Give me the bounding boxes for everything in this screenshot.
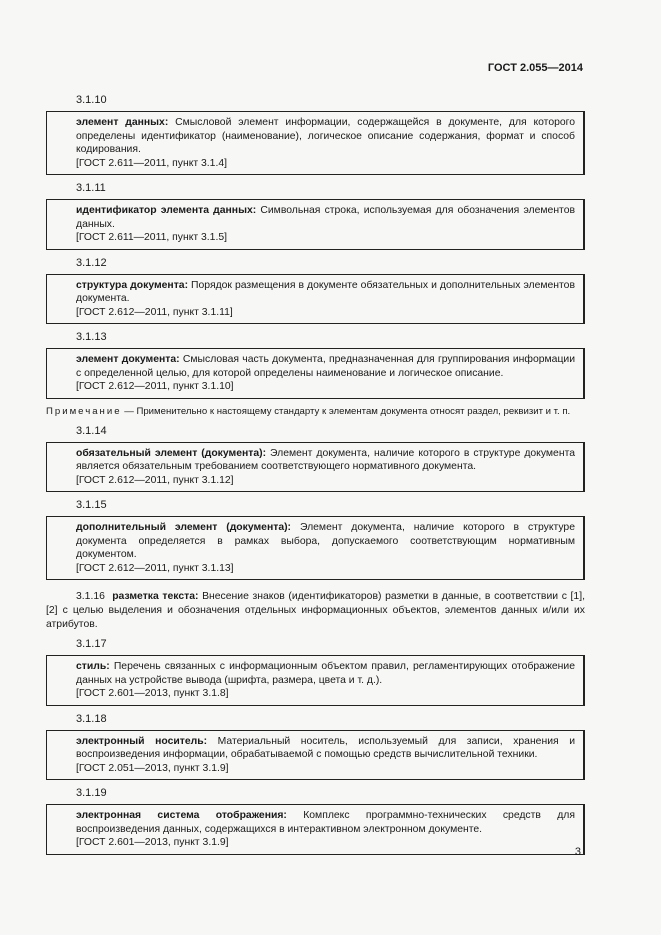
definition-text: Внесение знаков (идентификаторов) разметки в данные, в соответствии с [1], [2] с целью выделения и обозначения отдельных информационных объектов, элементов данных и/или их атрибутов. [46, 591, 585, 631]
definition-text: Перечень связанных с информационным объектом правил, регламентирующих отображение данных на устройстве вывода (шрифта, размера, цвета и т. д.). [76, 661, 575, 686]
entry-number: 3.1.19 [76, 787, 107, 800]
term: элемент документа: [76, 354, 180, 365]
entry-number: 3.1.18 [76, 712, 107, 725]
reference: [ГОСТ 2.601—2013, пункт 3.1.8] [76, 688, 229, 700]
note-text: — Применительно к настоящему стандарту к элементам документа относят раздел, реквизит и т. п. [121, 405, 571, 417]
definition-text: Смысловая часть документа, предназначенная для группирования информации с определенной целью, для которой определены наименование и логическое описание. [76, 354, 575, 379]
entry-number: 3.1.13 [76, 331, 107, 343]
term: электронный носитель: [76, 735, 208, 747]
term: идентификатор элемента данных: [76, 205, 257, 216]
definition-text: Порядок размещения в документе обязательных и дополнительных элементов документа. [76, 279, 575, 304]
definition-text: Комплекс программно-технических средств для воспроизведения данных, содержащихся в интерактивном электронном документе. [76, 810, 575, 835]
reference: [ГОСТ 2.611—2011, пункт 3.1.4] [76, 157, 228, 169]
term: элемент данных: [76, 117, 169, 128]
definition-box [46, 655, 585, 706]
reference: [ГОСТ 2.601—2013, пункт 3.1.9] [76, 837, 229, 849]
term: разметка текста: [112, 591, 199, 603]
entry-number: 3.1.17 [76, 638, 107, 651]
term: электронная система отображения: [76, 810, 287, 822]
definition-box [46, 111, 585, 175]
definition-box [46, 730, 585, 781]
definitions-content [46, 93, 585, 861]
document-id: ГОСТ 2.055—2014 [487, 62, 583, 74]
definition-text: Элемент документа, наличие которого в структуре документа является обязательным требованием соответствующего нормативного документа. [76, 447, 575, 472]
reference: [ГОСТ 2.612—2011, пункт 3.1.11] [76, 306, 233, 318]
plain-definition [46, 590, 585, 632]
reference: [ГОСТ 2.051—2013, пункт 3.1.9] [76, 762, 229, 774]
term: структура документа: [76, 279, 189, 291]
definition-text: Смысловой элемент информации, содержащейся в документе, для которого определены идентификатор (наименование), логическое описание содержания, формат и способ кодирования. [76, 117, 576, 155]
definition-text: Элемент документа, наличие которого в структуре документа определяется в рамках выбора, допускаемого соответствующим нормативным документом. [76, 522, 575, 560]
page-number: 3 [574, 846, 581, 858]
definition-box [46, 199, 585, 250]
entry-number: 3.1.11 [76, 182, 106, 194]
note-label: Примечание [46, 405, 122, 417]
term: стиль: [76, 661, 110, 673]
definition-box [46, 442, 585, 493]
definition-text: Материальный носитель, используемый для записи, хранения и воспроизведения информации, обрабатываемой с помощью средств вычислительной техники. [76, 735, 576, 761]
note [46, 405, 585, 418]
entry-number-inline: 3.1.16 [76, 591, 105, 603]
definition-box [46, 348, 585, 399]
definition-text: Символьная строка, используемая для обозначения элементов данных. [76, 205, 575, 230]
reference: [ГОСТ 2.612—2011, пункт 3.1.10] [76, 381, 234, 392]
entry-number: 3.1.12 [76, 256, 107, 269]
definition-box [46, 516, 585, 580]
definition-box [46, 804, 585, 855]
term: обязательный элемент (документа): [76, 447, 267, 459]
entry-number: 3.1.14 [76, 424, 107, 437]
reference: [ГОСТ 2.612—2011, пункт 3.1.13] [76, 562, 234, 574]
definition-box [46, 274, 585, 325]
reference: [ГОСТ 2.612—2011, пункт 3.1.12] [76, 474, 234, 486]
entry-number: 3.1.10 [76, 94, 107, 106]
entry-number: 3.1.15 [76, 499, 107, 511]
reference: [ГОСТ 2.611—2011, пункт 3.1.5] [76, 232, 228, 243]
term: дополнительный элемент (документа): [76, 522, 292, 533]
